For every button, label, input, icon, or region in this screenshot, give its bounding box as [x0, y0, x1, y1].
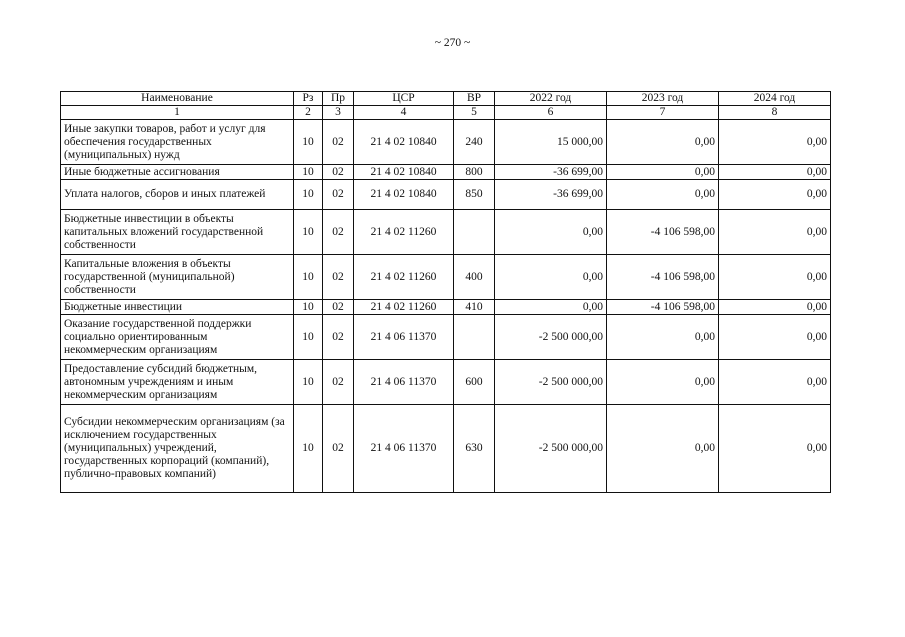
row-2024: 0,00: [719, 315, 831, 360]
row-rz: 10: [294, 255, 323, 300]
row-rz: 10: [294, 180, 323, 210]
row-csr: 21 4 02 10840: [354, 120, 454, 165]
row-rz: 10: [294, 360, 323, 405]
header-pr: Пр: [323, 92, 354, 106]
header-csr: ЦСР: [354, 92, 454, 106]
row-name: Оказание государственной поддержки социально ориентированным некоммерческим организациям: [61, 315, 294, 360]
column-number: 5: [454, 106, 495, 120]
budget-table: [60, 91, 831, 493]
row-2024: 0,00: [719, 165, 831, 180]
table-row: [61, 120, 831, 165]
row-rz: 10: [294, 405, 323, 493]
row-name: Уплата налогов, сборов и иных платежей: [61, 180, 294, 210]
row-2022: -2 500 000,00: [495, 405, 607, 493]
row-rz: 10: [294, 120, 323, 165]
row-2023: 0,00: [607, 120, 719, 165]
row-name: Иные бюджетные ассигнования: [61, 165, 294, 180]
row-2022: -36 699,00: [495, 180, 607, 210]
row-2022: 15 000,00: [495, 120, 607, 165]
row-vr: 600: [454, 360, 495, 405]
row-2024: 0,00: [719, 210, 831, 255]
row-2022: 0,00: [495, 300, 607, 315]
row-name: Иные закупки товаров, работ и услуг для обеспечения государственных (муниципальных) нужд: [61, 120, 294, 165]
row-pr: 02: [323, 210, 354, 255]
page-number: ~ 270 ~: [434, 37, 471, 49]
row-2024: 0,00: [719, 255, 831, 300]
row-rz: 10: [294, 300, 323, 315]
row-2024: 0,00: [719, 360, 831, 405]
row-2024: 0,00: [719, 405, 831, 493]
table-row: [61, 300, 831, 315]
row-pr: 02: [323, 405, 354, 493]
row-2023: 0,00: [607, 180, 719, 210]
row-pr: 02: [323, 180, 354, 210]
row-csr: 21 4 02 11260: [354, 255, 454, 300]
row-vr: [454, 315, 495, 360]
row-name: Субсидии некоммерческим организациям (за исключением государственных (муниципальных) учреждений, государственных корпораций (компаний), публично-правовых компаний): [61, 405, 294, 493]
header-2024: 2024 год: [719, 92, 831, 106]
column-number: 7: [607, 106, 719, 120]
row-2023: -4 106 598,00: [607, 255, 719, 300]
header-name: Наименование: [61, 92, 294, 106]
column-number: 6: [495, 106, 607, 120]
header-rz: Рз: [294, 92, 323, 106]
row-rz: 10: [294, 165, 323, 180]
row-vr: 630: [454, 405, 495, 493]
header-2022: 2022 год: [495, 92, 607, 106]
row-name: Предоставление субсидий бюджетным, автономным учреждениям и иным некоммерческим организациям: [61, 360, 294, 405]
column-number: 3: [323, 106, 354, 120]
row-2023: -4 106 598,00: [607, 300, 719, 315]
row-2024: 0,00: [719, 120, 831, 165]
row-2022: -2 500 000,00: [495, 360, 607, 405]
row-csr: 21 4 06 11370: [354, 360, 454, 405]
table-row: [61, 315, 831, 360]
header-2023: 2023 год: [607, 92, 719, 106]
row-pr: 02: [323, 300, 354, 315]
row-name: Бюджетные инвестиции: [61, 300, 294, 315]
row-pr: 02: [323, 120, 354, 165]
row-vr: 850: [454, 180, 495, 210]
row-csr: 21 4 02 11260: [354, 210, 454, 255]
column-number: 4: [354, 106, 454, 120]
table-row: [61, 165, 831, 180]
table-row: [61, 255, 831, 300]
column-number: 8: [719, 106, 831, 120]
row-rz: 10: [294, 210, 323, 255]
column-number: 2: [294, 106, 323, 120]
header-vr: ВР: [454, 92, 495, 106]
row-vr: 400: [454, 255, 495, 300]
column-number: 1: [61, 106, 294, 120]
row-2022: -36 699,00: [495, 165, 607, 180]
header-row: [61, 92, 831, 106]
row-2022: -2 500 000,00: [495, 315, 607, 360]
row-2023: 0,00: [607, 165, 719, 180]
table-row: [61, 180, 831, 210]
row-pr: 02: [323, 255, 354, 300]
row-2023: 0,00: [607, 315, 719, 360]
row-csr: 21 4 06 11370: [354, 315, 454, 360]
row-name: Капитальные вложения в объекты государственной (муниципальной) собственности: [61, 255, 294, 300]
row-vr: 410: [454, 300, 495, 315]
row-2022: 0,00: [495, 210, 607, 255]
row-csr: 21 4 02 11260: [354, 300, 454, 315]
row-csr: 21 4 02 10840: [354, 165, 454, 180]
row-vr: 240: [454, 120, 495, 165]
row-name: Бюджетные инвестиции в объекты капитальных вложений государственной собственности: [61, 210, 294, 255]
table-row: [61, 360, 831, 405]
row-2024: 0,00: [719, 300, 831, 315]
row-2022: 0,00: [495, 255, 607, 300]
row-vr: [454, 210, 495, 255]
row-pr: 02: [323, 360, 354, 405]
row-2024: 0,00: [719, 180, 831, 210]
row-csr: 21 4 02 10840: [354, 180, 454, 210]
row-pr: 02: [323, 165, 354, 180]
row-2023: 0,00: [607, 405, 719, 493]
table-row: [61, 210, 831, 255]
column-number-row: [61, 106, 831, 120]
row-rz: 10: [294, 315, 323, 360]
row-2023: -4 106 598,00: [607, 210, 719, 255]
row-csr: 21 4 06 11370: [354, 405, 454, 493]
row-2023: 0,00: [607, 360, 719, 405]
table-row: [61, 405, 831, 493]
row-pr: 02: [323, 315, 354, 360]
row-vr: 800: [454, 165, 495, 180]
